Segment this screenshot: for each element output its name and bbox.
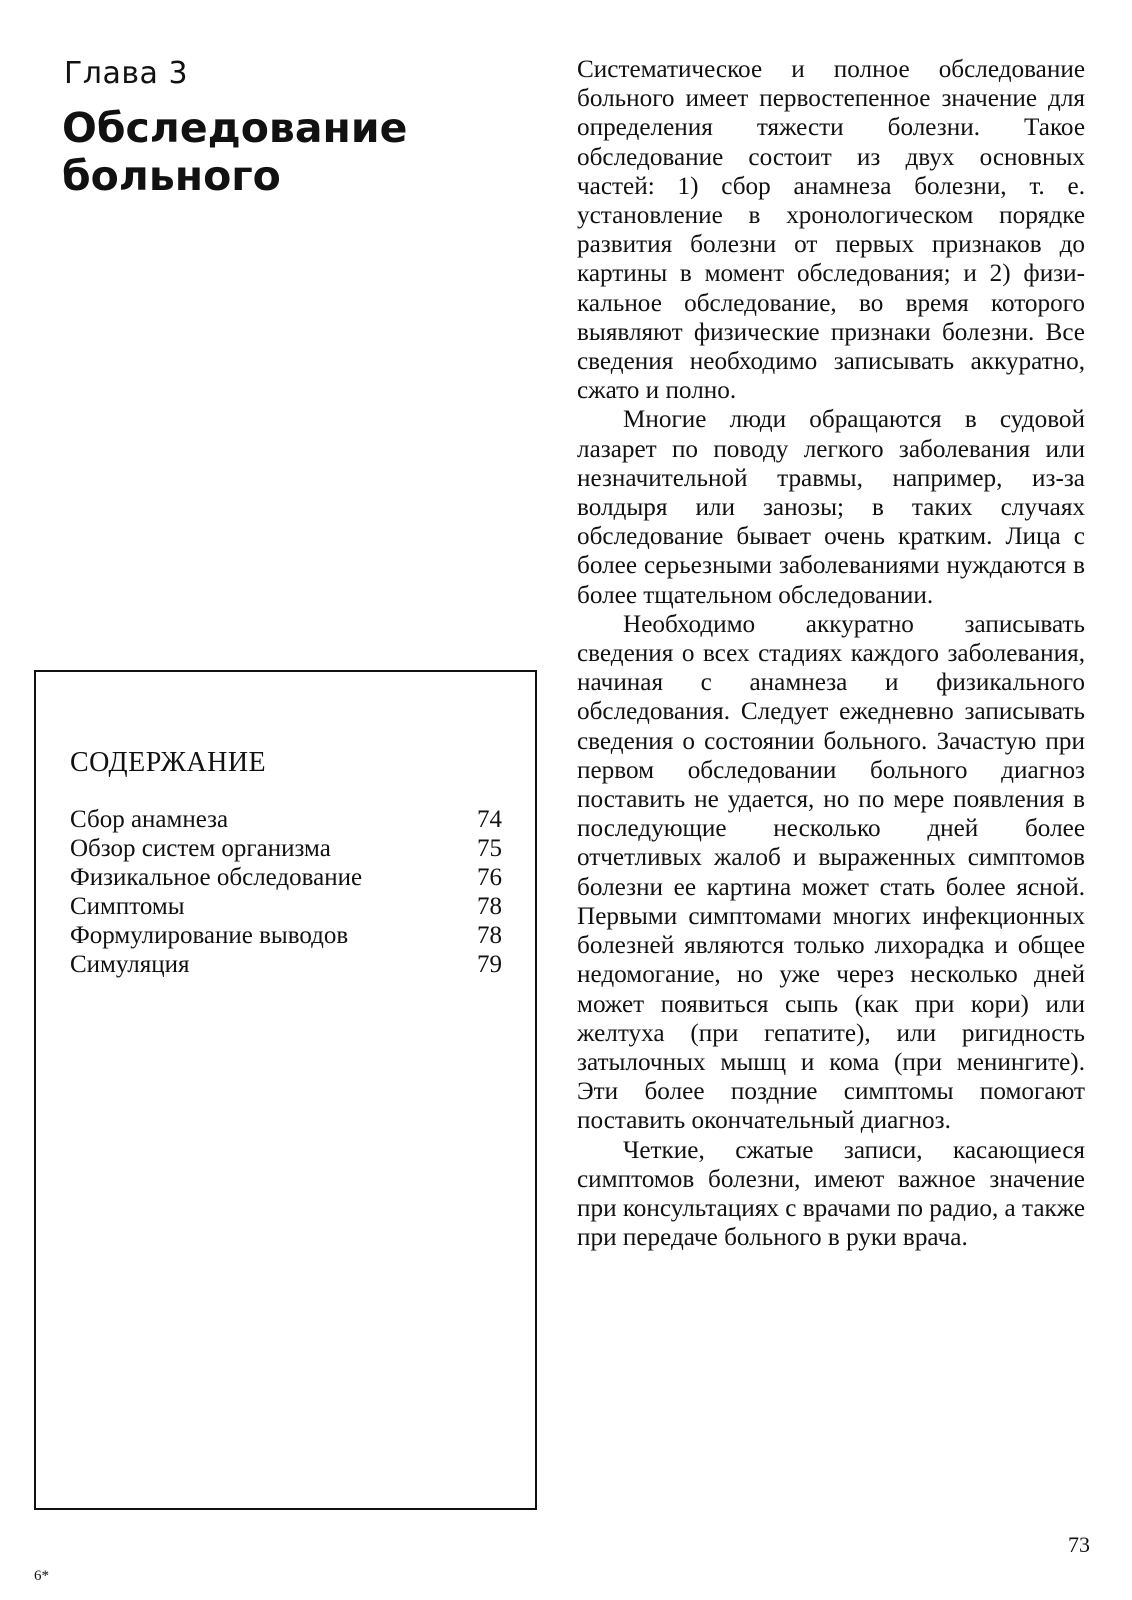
body-paragraph: Четкие, сжатые записи, касающиеся симптомов болезни, имеют важное значение при консультациях с врачами по радио, а также при передаче больного в руки врача. [577,1136,1086,1252]
body-paragraph: Систематическое и полное обследование больного имеет первостепенное значение для определения тяжести болезни. Такое обследование состоит из двух основных частей: 1) сбор анамнеза болезни, т. е. установление в хронологическом порядке развития болезни от первых признаков до картины в момент обследования; и 2) физикальное обследование, во время которого выявляют физические признаки болезни. Все сведения необходимо записывать аккуратно, сжато и полно. [577,56,1085,405]
contents-item [70,805,502,834]
chapter-title-line-1: Обследование [62,104,408,152]
contents-item-title: Формулирование выводов [70,922,349,949]
page-number: 73 [1068,1532,1090,1557]
contents-item-title: Обзор систем организма [70,835,331,862]
contents-item-page: 74 [477,806,502,833]
contents-item-page: 79 [477,951,502,978]
contents-item-page: 78 [477,893,502,920]
contents-list [70,805,502,979]
contents-item-page: 75 [477,835,502,862]
contents-item-title: Физикальное обследование [70,864,363,891]
signature-mark: 6* [34,1568,49,1584]
contents-box [34,670,537,1510]
chapter-title [62,104,502,200]
contents-item [70,921,502,950]
body-paragraph: Необходимо аккуратно записывать сведения о всех стадиях каждого заболевания, начиная с анамнеза и физикального обследования. Следует ежедневно записывать сведения о состоянии больного. Зачастую при первом обследовании больного диагноз поставить не удается, но по мере появления в последующие несколько дней более отчетливых жалоб и выраженных симптомов болезни ее картина может стать более ясной. Первыми симптомами многих инфекционных болезней являются только лихорадка и общее недомогание, но уже через несколько дней может появиться сыпь (как при кори) или желтуха (при гепатите), или ригидность затылочных мышц и кома (при менингите). Эти более поздние симптомы помогают поставить окончательный диагноз. [577,610,1085,1135]
body-paragraph: Многие люди обращаются в судовой лазарет по поводу легкого заболевания или незначительной травмы, например, из-за волдыря или занозы; в таких случаях обследование бывает очень кратким. Лица с более серьезными заболеваниями нуждаются в более тщательном обследовании. [577,406,1085,609]
contents-item-title: Симптомы [70,893,185,920]
contents-item [70,892,502,921]
contents-item-page: 78 [477,922,502,949]
chapter-title-line-2: больного [62,152,281,200]
body-text [577,55,1085,1252]
contents-item [70,950,502,979]
contents-heading: СОДЕРЖАНИЕ [70,747,267,778]
contents-item-title: Сбор анамнеза [70,806,229,833]
contents-item-title: Симуляция [70,951,190,978]
contents-item [70,863,502,892]
chapter-label: Глава 3 [64,56,189,91]
contents-item-page: 76 [477,864,502,891]
contents-item [70,834,502,863]
